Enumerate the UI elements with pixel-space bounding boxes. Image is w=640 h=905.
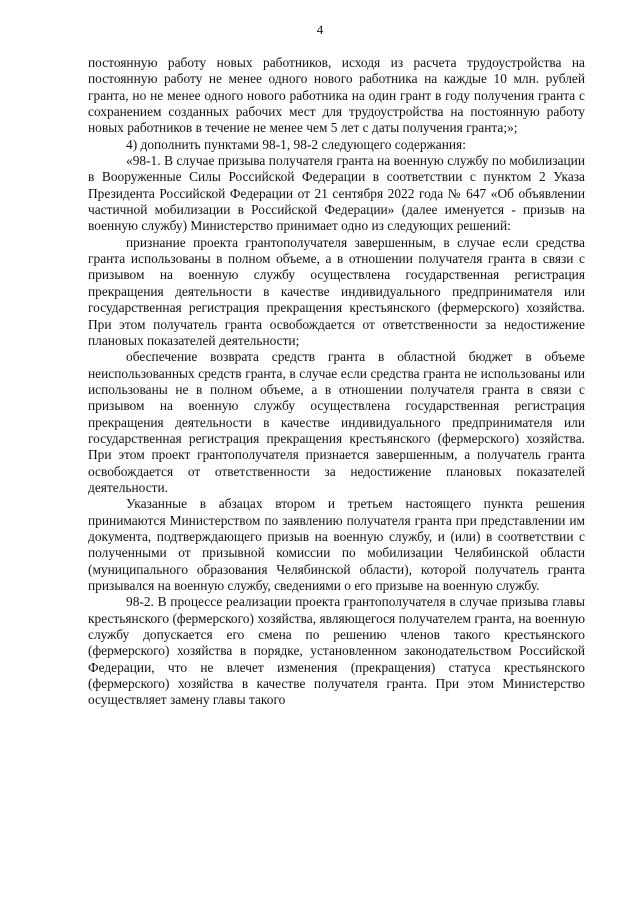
paragraph-decision-completion: признание проекта грантополучателя завершенным, в случае если средства гранта использованы в полном объеме, а в отношении получателя гранта в связи с призывом на военную службу осуществлена государственная регистрация прекращения деятельности в качестве индивидуального предпринимателя или государственная регистрация прекращения крестьянского (фермерского) хозяйства. При этом получатель гранта освобождается от ответственности за недостижение плановых показателей деятельности; — [88, 234, 585, 348]
paragraph-decision-refund: обеспечение возврата средств гранта в областной бюджет в объеме неиспользованных средств гранта, в случае если средства гранта не использованы или использованы не в полном объеме, а в отношении получателя гранта в связи с призывом на военную службу осуществлена государственная регистрация прекращения деятельности в качестве индивидуального предпринимателя или государственная регистрация прекращения крестьянского (фермерского) хозяйства. При этом проект грантополучателя признается завершенным, а получатель гранта освобождается от ответственности за недостижение плановых показателей деятельности. — [88, 349, 585, 495]
paragraph-continuation: постоянную работу новых работников, исходя из расчета трудоустройства на постоянную работу не менее одного нового работника на каждые 10 млн. рублей гранта, но не менее одного нового работника на один грант в году получения гранта с сохранением созданных рабочих мест для трудоустройства на постоянную работу новых работников в течение не менее чем 5 лет с даты получения гранта;»; — [88, 55, 585, 136]
paragraph-point-98-2: 98-2. В процессе реализации проекта грантополучателя в случае призыва главы крестьянского (фермерского) хозяйства, являющегося получателем гранта, на военную службу допускается его смена по решению членов такого крестьянского (фермерского) хозяйства в порядке, установленном законодательством Российской Федерации, что не влечет изменения (прекращения) статуса крестьянского (фермерского) хозяйства в качестве получателя гранта. При этом Министерство осуществляет замену главы такого — [88, 594, 585, 708]
document-body — [88, 55, 585, 709]
paragraph-decision-procedure: Указанные в абзацах втором и третьем настоящего пункта решения принимаются Министерством по заявлению получателя гранта при представлении им документа, подтверждающего призыв на военную службу, и (или) в соответствии с полученными от призывной комиссии по мобилизации Челябинской области (муниципального образования Челябинской области), которой получатель гранта призывался на военную службу, сведениями о его призыве на военную службу. — [88, 496, 585, 593]
paragraph-point-98-1: «98-1. В случае призыва получателя гранта на военную службу по мобилизации в Вооруженные Силы Российской Федерации в соответствии с пунктом 2 Указа Президента Российской Федерации от 21 сентября 2022 года № 647 «Об объявлении частичной мобилизации в Российской Федерации» (далее именуется - призыв на военную службу) Министерство принимает одно из следующих решений: — [88, 153, 585, 234]
page-number: 4 — [316, 22, 324, 37]
paragraph-amendment-item-4: 4) дополнить пунктами 98-1, 98-2 следующего содержания: — [126, 136, 466, 152]
